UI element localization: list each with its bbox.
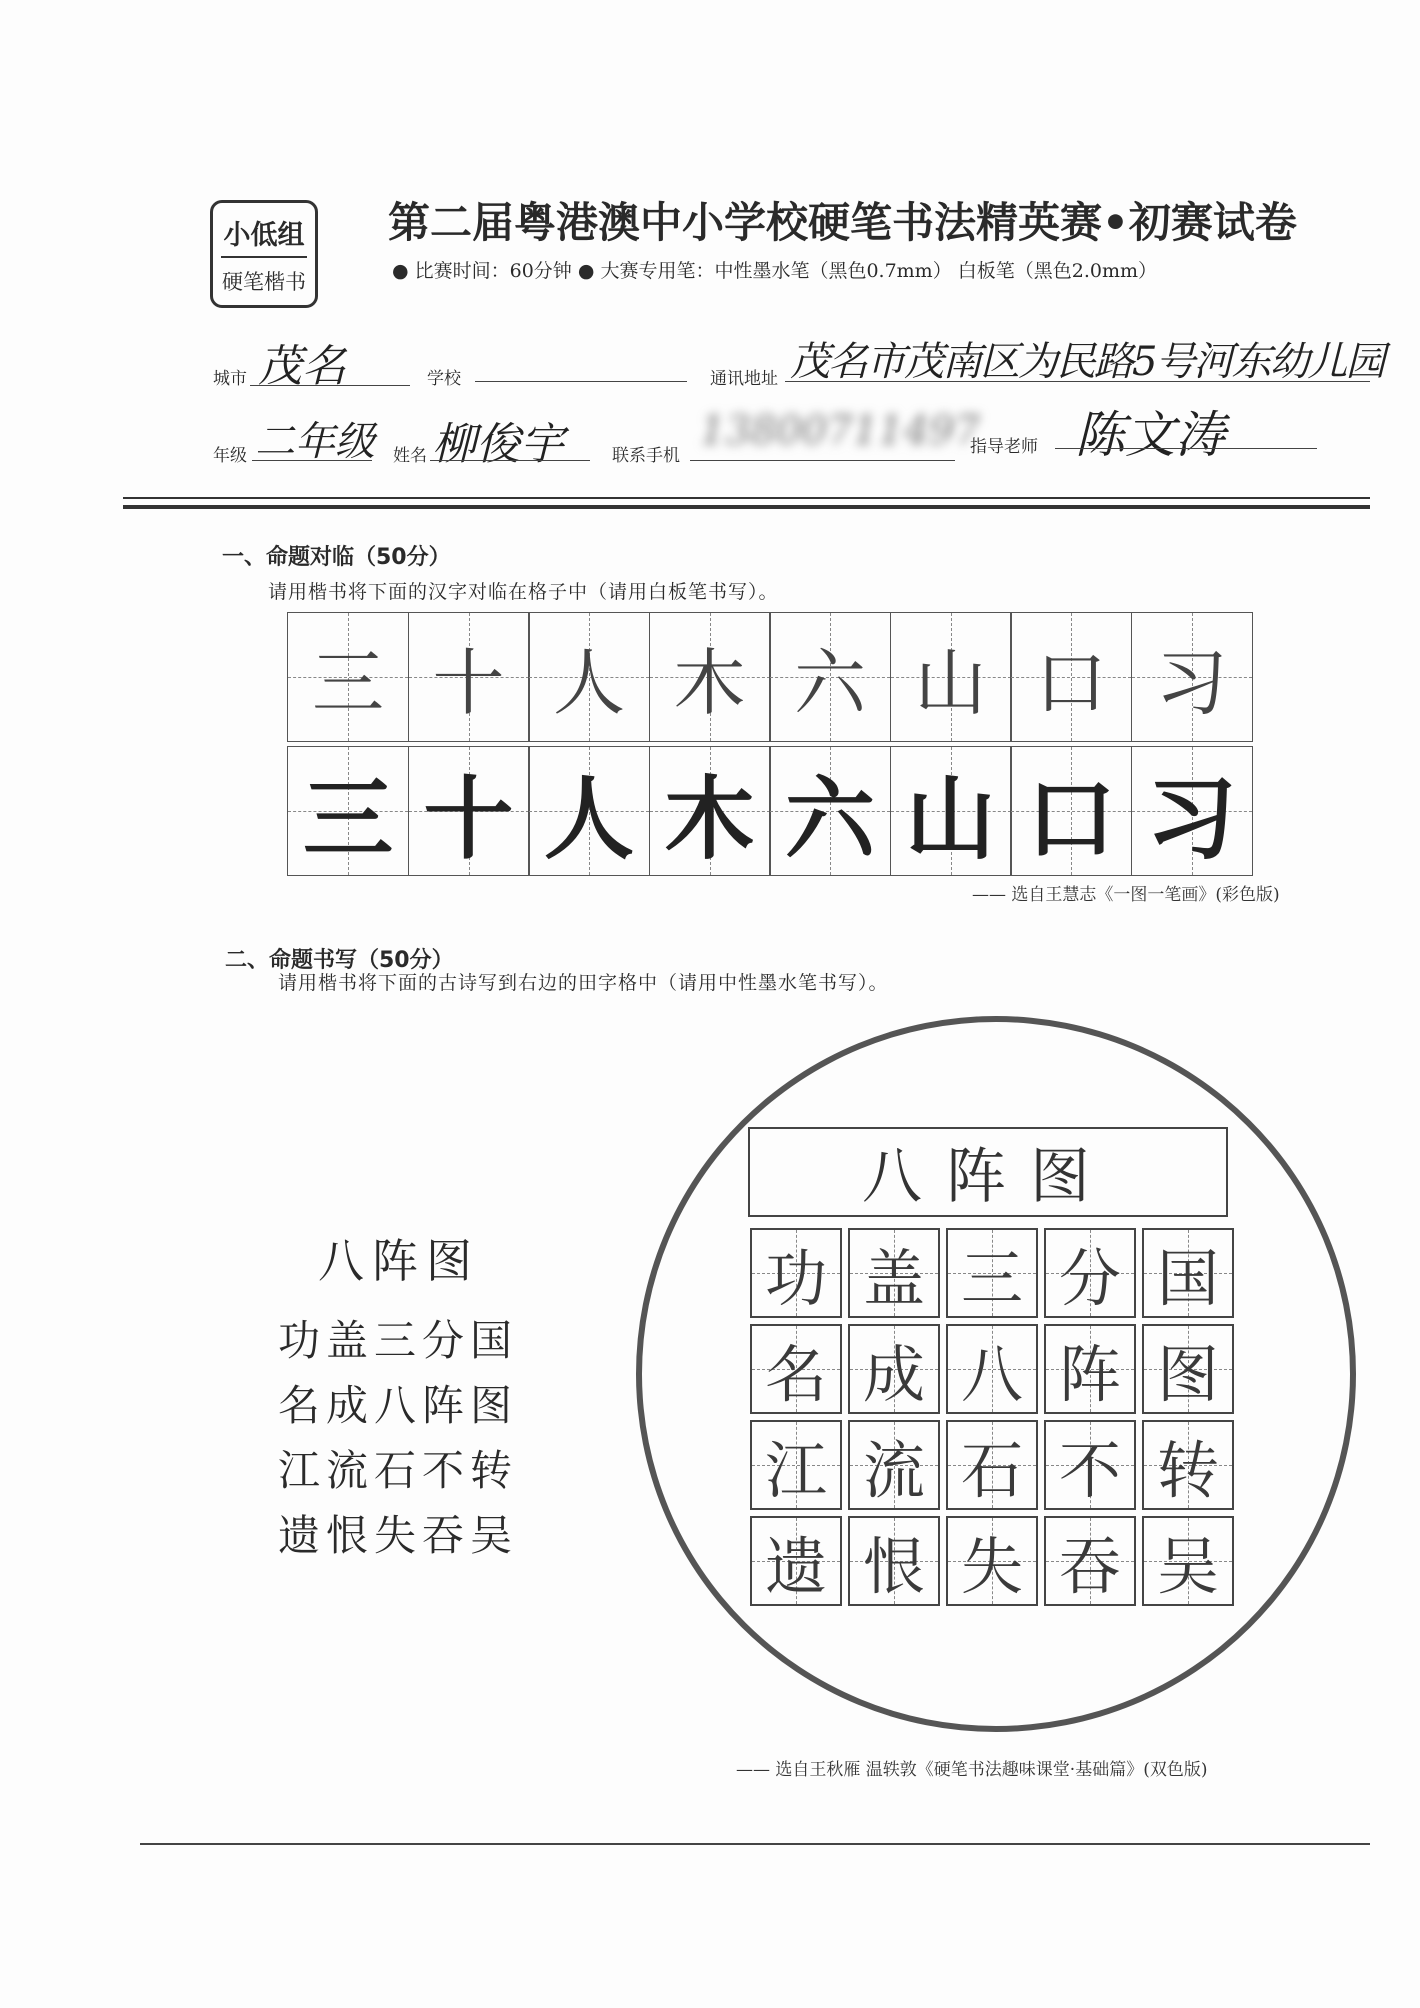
answer-cell[interactable]	[1044, 1324, 1136, 1414]
name-label: 姓名	[393, 446, 427, 466]
student-cell[interactable]	[1010, 612, 1132, 742]
poem-line: 遗恨失吞吴	[278, 1511, 519, 1560]
answer-char: 恨	[862, 1529, 925, 1603]
school-underline	[475, 381, 687, 382]
student-char: 十	[432, 641, 505, 725]
answer-char: 分	[1058, 1241, 1121, 1315]
section2-credit: —— 选自王秋雁 温轶敦《硬笔书法趣味课堂·基础篇》(双色版)	[736, 1760, 1208, 1780]
group-divider	[221, 256, 307, 258]
phone-value: 13800711497	[700, 408, 980, 454]
student-char: 木	[673, 641, 746, 725]
answer-cell[interactable]	[946, 1324, 1038, 1414]
answer-cell[interactable]	[848, 1516, 940, 1606]
answer-char: 吴	[1156, 1529, 1219, 1603]
section2-title: 二、命题书写（50分）	[225, 948, 454, 973]
student-char: 山	[914, 641, 987, 725]
header-divider-thick	[123, 505, 1370, 509]
answer-cell[interactable]	[946, 1228, 1038, 1318]
name-underline	[430, 460, 590, 461]
address-value: 茂名市茂南区为民路5号河东幼儿园	[790, 339, 1384, 385]
footer-divider	[140, 1843, 1370, 1845]
poem-line: 功盖三分国	[278, 1316, 519, 1365]
student-char: 三	[311, 641, 384, 725]
answer-cell[interactable]	[848, 1324, 940, 1414]
answer-cell[interactable]	[946, 1516, 1038, 1606]
answer-char: 三	[960, 1241, 1023, 1315]
exam-rules: ● 比赛时间：60分钟 ● 大赛专用笔：中性墨水笔（黑色0.7mm） 白板笔（黑色2.0mm）	[392, 260, 1157, 282]
section1-instructions: 请用楷书将下面的汉字对临在格子中（请用白板笔书写）。	[268, 581, 779, 603]
model-cell	[1131, 746, 1253, 876]
city-label: 城市	[213, 369, 247, 389]
copy-row-model	[287, 746, 1253, 876]
teacher-underline	[1055, 448, 1317, 449]
poem-title: 八阵图	[318, 1234, 480, 1288]
group-label: 小低组	[223, 220, 305, 251]
answer-char: 图	[1156, 1337, 1219, 1411]
model-char: 人	[544, 767, 634, 872]
teacher-value: 陈文涛	[1075, 406, 1225, 464]
student-cell[interactable]	[1131, 612, 1253, 742]
answer-cell[interactable]	[1142, 1516, 1234, 1606]
answer-char: 八	[960, 1337, 1023, 1411]
answer-cell[interactable]	[946, 1420, 1038, 1510]
address-label: 通讯地址	[710, 369, 778, 389]
section2-instructions: 请用楷书将下面的古诗写到右边的田字格中（请用中性墨水笔书写）。	[278, 972, 889, 994]
model-cell	[287, 746, 409, 876]
model-cell	[649, 746, 771, 876]
model-char: 木	[664, 767, 755, 872]
model-char: 三	[303, 767, 393, 872]
model-char: 十	[423, 767, 514, 872]
answer-char: 功	[764, 1241, 827, 1315]
answer-char: 江	[764, 1433, 827, 1507]
poem-line: 名成八阵图	[278, 1381, 519, 1430]
answer-title-box[interactable]: 八阵图	[748, 1127, 1228, 1217]
model-char: 六	[785, 767, 875, 872]
city-value: 茂名	[258, 341, 346, 392]
grade-value: 二年级	[255, 419, 375, 465]
answer-cell[interactable]	[750, 1420, 842, 1510]
answer-cell[interactable]	[750, 1228, 842, 1318]
answer-char: 国	[1156, 1241, 1219, 1315]
model-char: 山	[905, 767, 996, 872]
answer-char: 失	[960, 1529, 1023, 1603]
answer-cell[interactable]	[1142, 1324, 1234, 1414]
teacher-label: 指导老师	[970, 437, 1038, 457]
answer-cell[interactable]	[848, 1228, 940, 1318]
model-cell	[890, 746, 1012, 876]
student-char: 口	[1034, 641, 1107, 725]
student-cell[interactable]	[649, 612, 771, 742]
answer-row	[750, 1228, 1240, 1318]
answer-char: 盖	[862, 1241, 925, 1315]
city-underline	[250, 385, 410, 386]
model-cell	[528, 746, 650, 876]
student-char: 习	[1155, 641, 1228, 725]
answer-char: 转	[1156, 1433, 1219, 1507]
answer-char: 遗	[764, 1529, 827, 1603]
answer-cell[interactable]	[848, 1420, 940, 1510]
answer-cell[interactable]	[1044, 1420, 1136, 1510]
phone-underline	[690, 460, 955, 461]
model-cell	[769, 746, 891, 876]
student-cell[interactable]	[528, 612, 650, 742]
answer-row	[750, 1324, 1240, 1414]
group-sub-label: 硬笔楷书	[222, 270, 306, 294]
answer-char: 流	[862, 1433, 925, 1507]
answer-char: 成	[862, 1337, 925, 1411]
student-cell[interactable]	[408, 612, 530, 742]
model-char: 口	[1026, 767, 1116, 872]
student-char: 人	[552, 641, 625, 725]
answer-row	[750, 1420, 1240, 1510]
answer-char: 阵	[1058, 1337, 1121, 1411]
answer-cell[interactable]	[1142, 1228, 1234, 1318]
answer-cell[interactable]	[750, 1516, 842, 1606]
copy-row-student	[287, 612, 1253, 742]
phone-label: 联系手机	[612, 446, 680, 466]
name-value: 柳俊宇	[432, 419, 564, 470]
answer-row	[750, 1516, 1240, 1606]
student-cell[interactable]	[890, 612, 1012, 742]
grade-label: 年级	[213, 446, 247, 466]
page-title: 第二届粤港澳中小学校硬笔书法精英赛•初赛试卷	[388, 198, 1297, 247]
answer-cell[interactable]	[1044, 1516, 1136, 1606]
header-divider-thin	[123, 497, 1370, 499]
school-label: 学校	[427, 369, 461, 389]
address-underline	[785, 381, 1370, 382]
student-char: 六	[793, 641, 866, 725]
answer-char: 石	[960, 1433, 1023, 1507]
answer-char: 不	[1058, 1433, 1121, 1507]
model-char: 习	[1146, 767, 1237, 872]
student-cell[interactable]	[287, 612, 409, 742]
group-badge	[210, 200, 318, 308]
answer-char: 名	[764, 1337, 827, 1411]
answer-cell[interactable]	[1142, 1420, 1234, 1510]
model-cell	[408, 746, 530, 876]
section1-title: 一、命题对临（50分）	[222, 545, 451, 570]
section1-credit: —— 选自王慧志《一图一笔画》(彩色版)	[972, 885, 1280, 905]
answer-grid	[750, 1228, 1240, 1612]
poem-line: 江流石不转	[278, 1446, 519, 1495]
student-cell[interactable]	[769, 612, 891, 742]
answer-char: 吞	[1058, 1529, 1121, 1603]
model-cell	[1010, 746, 1132, 876]
grade-underline	[252, 460, 372, 461]
answer-cell[interactable]	[750, 1324, 842, 1414]
answer-cell[interactable]	[1044, 1228, 1136, 1318]
